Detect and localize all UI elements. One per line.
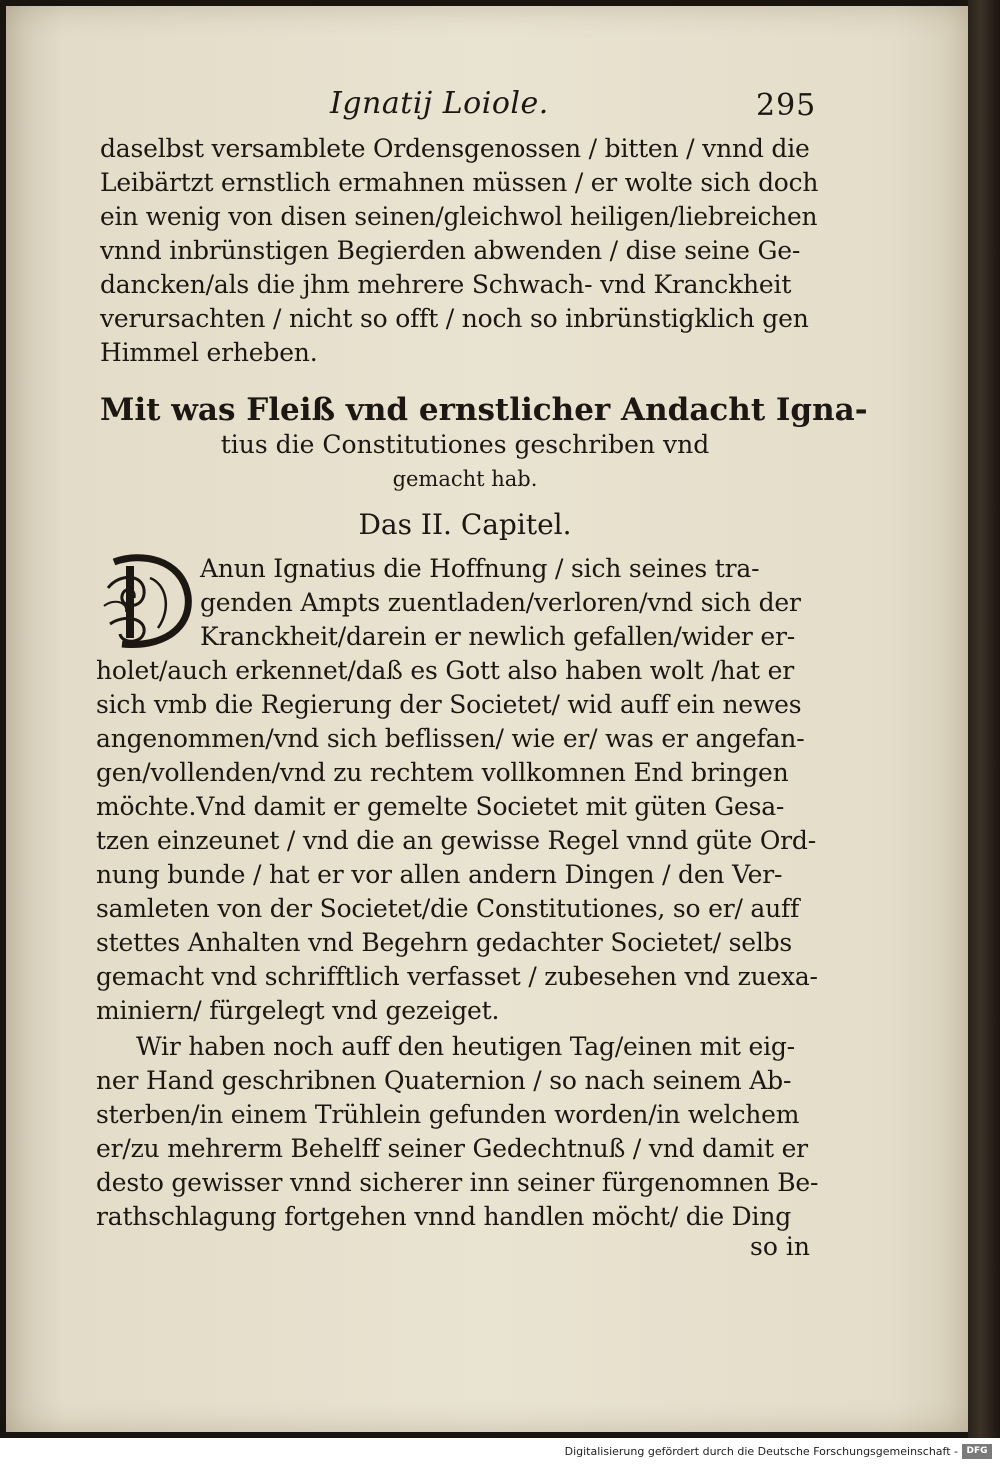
text-line: nung bunde / hat er vor allen andern Dingen / den Ver- [96,860,783,889]
text-line: Anun Ignatius die Hoffnung / sich seines tra- [200,554,760,583]
text-line: Leibärtzt ernstlich ermahnen müssen / er wolte sich doch [100,168,819,197]
text-line: ner Hand geschribnen Quaternion / so nach seinem Ab- [96,1066,792,1095]
text-line: daselbst versamblete Ordensgenossen / bitten / vnnd die [100,134,810,163]
text-line: tzen einzeunet / vnd die an gewisse Regel vnnd güte Ord- [96,826,816,855]
text-line: miniern/ fürgelegt vnd gezeiget. [96,996,500,1025]
text-line: sterben/in einem Trühlein gefunden worden/in welchem [96,1100,800,1129]
text-line: möchte.Vnd damit er gemelte Societet mit güten Gesa- [96,792,785,821]
text-line: desto gewisser vnnd sicherer inn seiner fürgenomnen Be- [96,1168,819,1197]
funding-credit: Digitalisierung gefördert durch die Deutsche Forschungsgemeinschaft - [564,1445,958,1458]
book-edge [968,0,1000,1438]
section-heading-line-2: tius die Constitutiones geschriben vnd [220,430,710,459]
text-line: Wir haben noch auff den heutigen Tag/einen mit eig- [136,1032,795,1061]
page-number: 295 [756,88,817,123]
footer-bar [0,1438,1000,1466]
section-heading-line-3: gemacht hab. [392,467,538,491]
text-line: samleten von der Societet/die Constitutiones, so er/ auff [96,894,800,923]
text-line: gemacht vnd schrifftlich verfasset / zubesehen vnd zuexa- [96,962,818,991]
text-line: er/zu mehrerm Behelff seiner Gedechtnuß / vnd damit er [96,1134,808,1163]
dfg-logo-icon: DFG [962,1444,992,1459]
catchword: so in [750,1232,810,1261]
svg-text:D: D [160,588,161,589]
text-line: gen/vollenden/vnd zu rechtem vollkomnen End bringen [96,758,789,787]
section-heading: Mit was Fleiß vnd ernstlicher Andacht Igna- [100,392,868,428]
text-line: holet/auch erkennet/daß es Gott also haben wolt /hat er [96,656,794,685]
text-line: genden Ampts zuentladen/verloren/vnd sich der [200,588,801,617]
text-line: vnnd inbrünstigen Begierden abwenden / dise seine Ge- [100,236,801,265]
text-line: angenommen/vnd sich beflissen/ wie er/ was er angefan- [96,724,805,753]
text-line: Himmel erheben. [100,338,318,367]
text-line: Kranckheit/darein er newlich gefallen/wider er- [200,622,796,651]
text-line: verursachten / nicht so offt / noch so inbrünstigklich gen [100,304,809,333]
chapter-title: Das II. Capitel. [358,508,572,541]
decorated-initial-icon [100,548,198,652]
running-head: Ignatij Loiole. [330,86,549,121]
text-line: ein wenig von disen seinen/gleichwol heiligen/liebreichen [100,202,818,231]
text-line: sich vmb die Regierung der Societet/ wid auff ein newes [96,690,802,719]
text-line: stettes Anhalten vnd Begehrn gedachter Societet/ selbs [96,928,793,957]
text-line: rathschlagung fortgehen vnnd handlen möcht/ die Ding [96,1202,792,1231]
text-line: dancken/als die jhm mehrere Schwach- vnd Kranckheit [100,270,792,299]
